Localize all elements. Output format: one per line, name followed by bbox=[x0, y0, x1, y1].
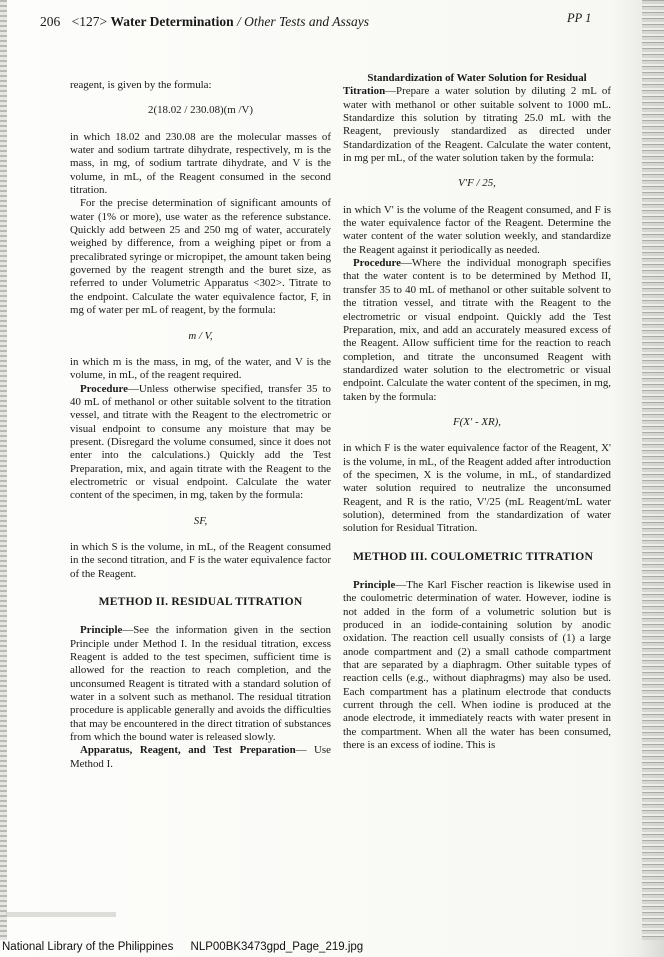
chapter-title: Water Determination bbox=[110, 14, 234, 29]
paragraph bbox=[343, 85, 611, 165]
run-in-heading: Procedure bbox=[353, 257, 401, 270]
paragraph bbox=[70, 624, 331, 744]
paragraph: in which m is the mass, in mg, of the water, and V is the volume, in mL, of the reagent required. bbox=[70, 355, 331, 382]
formula: 2(18.02 / 230.08)(m /V) bbox=[148, 104, 253, 117]
paragraph-text: —Where the individual monograph specifies that the water content is to be determined by Method II, transfer 35 to 40 mL of methanol or other suitable solvent to the titration vessel, and titrate with the Reagent to the electrometric or visual endpoint. Quickly add the Test Preparation, mix, and add an accurately measured excess of the Reagent. Allow sufficient time for the reaction to reach completion, and titrate the unconsumed Reagent with standardized water solution to the electrometric or visual endpoint. Calculate the water content of the specimen, in mg, taken by the formula: bbox=[343, 257, 611, 403]
paragraph: For the precise determination of significant amounts of water (1% or more), use water as the reference substance. Quickly add between 25 and 250 mg of water, accurately weighed by difference, from a weighing pipet or from a precalibrated syringe or micropipet, the amount taken being governed by the reagent strength and the buret size, as referred to under Volumetric Apparatus <302>. Titrate to the endpoint. Calculate the water equivalence factor, F, in mg of water per mL of reagent, by the formula: bbox=[70, 197, 331, 317]
run-in-heading: Titration bbox=[343, 85, 386, 98]
right-column bbox=[343, 72, 611, 752]
paragraph-text: — Use Method I. bbox=[70, 744, 331, 770]
paragraph: in which 18.02 and 230.08 are the molecular masses of water and sodium tartrate dihydrate, respectively, m is the mass, in mg, of sodium tartrate dihydrate, and V is the volume, in mL, of the Reagent consumed in the second titration. bbox=[70, 130, 331, 197]
paragraph bbox=[343, 579, 611, 752]
paragraph bbox=[70, 383, 331, 503]
chapter-number: <127> bbox=[71, 14, 108, 29]
paragraph-text: —Unless otherwise specified, transfer 35 to 40 mL of methanol or other suitable solvent to the titration vessel, and titrate with the Reagent to the electrometric or visual endpoint to consume any moisture that may be present. (Disregard the volume consumed, since it does not enter into the calculations.) Quickly add the Test Preparation, mix, and again titrate with the Reagent to the electrometric or visual endpoint. Calculate the water content of the specimen, in mg, taken by the formula: bbox=[70, 382, 331, 502]
file-name: NLP00BK3473gpd_Page_219.jpg bbox=[190, 941, 364, 953]
corner-mark: PP 1 bbox=[567, 11, 592, 25]
subsection-heading: Standardization of Water Solution for Residual bbox=[367, 72, 587, 84]
run-in-heading: Principle bbox=[353, 579, 396, 591]
page-number: 206 bbox=[40, 14, 61, 29]
paragraph-text: —The Karl Fischer reaction is likewise used in the coulometric determination of water. However, iodine is not added in the form of a volumetric solution but is produced in an iodide-containing solution by anodic oxidation. The reaction cell usually consists of (1) a large anode compartment and (2) a small cathode compartment that are separated by a diaphragm. Other suitable types of reaction cells (e.g., without diaphragms) may also be used. Each compartment has a platinum electrode that conducts current through the cell. When iodine is produced at the anode electrode, it immediately reacts with water present in the compartment. When all the water has been consumed, there is an excess of iodine. This is bbox=[343, 579, 611, 752]
paragraph bbox=[343, 257, 611, 404]
run-in-heading: Apparatus, Reagent, and Test Preparation bbox=[80, 744, 296, 757]
formula: m / V, bbox=[188, 329, 213, 342]
header-separator: / bbox=[233, 14, 245, 29]
run-in-heading: Procedure bbox=[80, 382, 128, 395]
scan-artifact bbox=[6, 912, 116, 917]
library-name: National Library of the Philippines bbox=[2, 941, 174, 953]
section-heading: METHOD III. COULOMETRIC TITRATION bbox=[353, 549, 594, 563]
paragraph: in which S is the volume, in mL, of the Reagent consumed in the second titration, and F is the water equivalence factor of the Reagent. bbox=[70, 540, 331, 580]
chapter-subtitle: Other Tests and Assays bbox=[244, 14, 370, 29]
paragraph-text: —See the information given in the section Principle under Method I. In the residual titration, excess Reagent is added to the test specimen, sufficient time is allowed for the reaction to reach completion, and the unconsumed Reagent is titrated with a standard solution of water in a solvent such as methanol. The residual titration procedure is applicable generally and avoids the difficulties that may be encountered in the direct titration of substances from which the bound water is released slowly. bbox=[70, 624, 331, 744]
scan-footer bbox=[2, 941, 377, 953]
formula: SF, bbox=[193, 514, 208, 527]
section-heading: METHOD II. RESIDUAL TITRATION bbox=[98, 595, 303, 608]
running-header bbox=[40, 11, 600, 30]
scan-edge-left bbox=[0, 0, 7, 940]
formula: F(X' - XR), bbox=[453, 415, 501, 428]
paragraph: in which V' is the volume of the Reagent consumed, and F is the water equivalence factor of the Reagent. Determine the water content of the water solution weekly, and standardize the Reagent against it periodically as needed. bbox=[343, 203, 611, 256]
paragraph bbox=[70, 744, 331, 771]
formula: V'F / 25, bbox=[458, 177, 496, 190]
paragraph: reagent, is given by the formula: bbox=[70, 79, 212, 91]
paragraph-text: —Prepare a water solution by diluting 2 mL of water with methanol or other suitable solvent to 1000 mL. Standardize this solution by titrating 25.0 mL with the Reagent, previously standardized as directed under Standardization of the Reagent. Calculate the water content, in mg per mL, of the water solution taken by the formula: bbox=[343, 85, 611, 165]
run-in-heading: Principle bbox=[80, 624, 123, 637]
paragraph: in which F is the water equivalence factor of the Reagent, X' is the volume, in mL, of the Reagent added after introduction of the specimen, X is the volume, in mL, of standardized water solution required to neutralize the unconsumed Reagent, and R is the ratio, V'/25 (mL Reagent/mL water solution), determined from the standardization of water solution for Residual Titration. bbox=[343, 442, 611, 535]
left-column bbox=[70, 79, 331, 771]
scan-edge-right bbox=[642, 0, 664, 940]
